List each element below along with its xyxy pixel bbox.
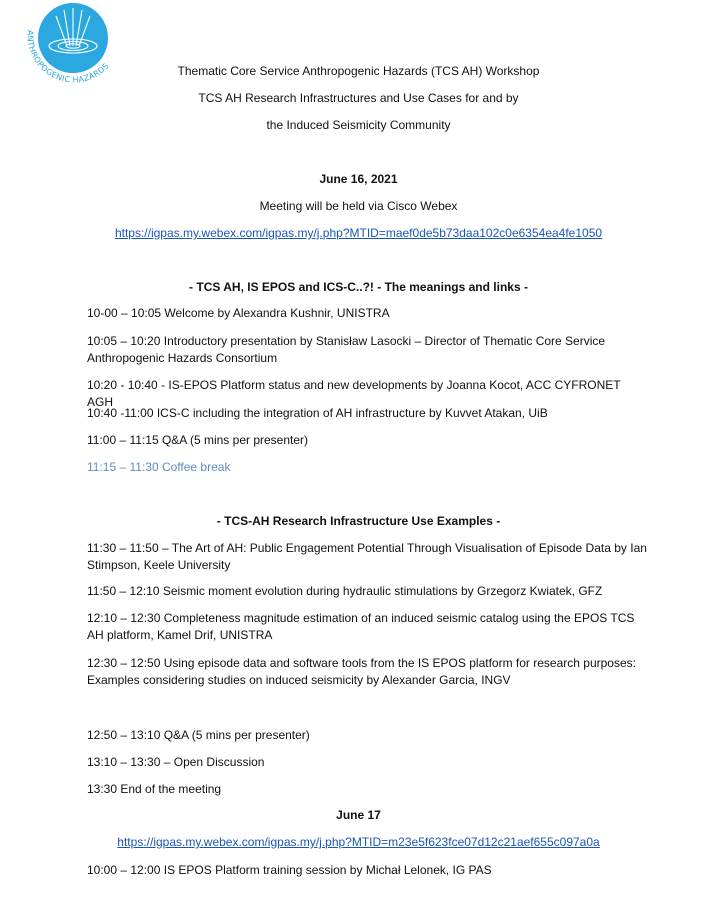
workshop-subtitle: TCS AH Research Infrastructures and Use Cases for and by <box>198 91 519 105</box>
agenda-item: 11:00 – 11:15 Q&A (5 mins per presenter) <box>87 433 309 447</box>
agenda-item: 10:00 – 12:00 IS EPOS Platform training session by Michał Lelonek, IG PAS <box>87 863 492 877</box>
section2-title: - TCS-AH Research Infrastructure Use Examples - <box>216 514 501 528</box>
day2-date: June 17 <box>336 808 381 822</box>
agenda-item: 11:30 – 11:50 – The Art of AH: Public Engagement Potential Through Visualisation of Episode Data by Ian Stimpson, Keele University <box>87 541 647 572</box>
agenda-item: 10-00 – 10:05 Welcome by Alexandra Kushnir, UNISTRA <box>87 306 390 320</box>
day1-webex-link[interactable]: https://igpas.my.webex.com/igpas.my/j.php?MTID=maef0de5b73daa102c0e6354ea4fe1050 <box>114 226 603 240</box>
anthropogenic-hazards-logo <box>20 2 128 94</box>
workshop-subtitle-2: the Induced Seismicity Community <box>266 118 451 132</box>
agenda-item: 13:30 End of the meeting <box>87 782 222 796</box>
logo-text: ANTHROPOGENIC HAZARDS <box>25 29 111 85</box>
coffee-break-item: 11:15 – 11:30 Coffee break <box>87 460 231 474</box>
agenda-item: 12:50 – 13:10 Q&A (5 mins per presenter) <box>87 728 310 742</box>
agenda-item: 12:30 – 12:50 Using episode data and software tools from the IS EPOS platform for research purposes: Examples considering studies on induced seismicity by Alexander Garcia, INGV <box>87 656 636 687</box>
agenda-item: 10:20 - 10:40 - IS-EPOS Platform status and new developments by Joanna Kocot, ACC CYFRONET AGH <box>87 378 621 409</box>
day1-date: June 16, 2021 <box>319 172 398 186</box>
agenda-item: 12:10 – 12:30 Completeness magnitude estimation of an induced seismic catalog using the EPOS TCS AH platform, Kamel Drif, UNISTRA <box>87 611 635 642</box>
agenda-item: 13:10 – 13:30 – Open Discussion <box>87 755 265 769</box>
day1-venue: Meeting will be held via Cisco Webex <box>259 199 458 213</box>
agenda-item: 10:05 – 10:20 Introductory presentation by Stanisław Lasocki – Director of Thematic Core Service Anthropogenic Hazards Consortium <box>87 334 606 365</box>
day2-webex-link[interactable]: https://igpas.my.webex.com/igpas.my/j.php?MTID=m23e5f623fce07d12c21aef655c097a0a <box>117 835 600 849</box>
agenda-item: 10:40 -11:00 ICS-C including the integration of AH infrastructure by Kuvvet Atakan, UiB <box>87 406 548 420</box>
agenda-item: 11:50 – 12:10 Seismic moment evolution during hydraulic stimulations by Grzegorz Kwiatek, GFZ <box>87 584 603 598</box>
workshop-title: Thematic Core Service Anthropogenic Hazards (TCS AH) Workshop <box>177 64 540 78</box>
section1-title: - TCS AH, IS EPOS and ICS-C..?! - The meanings and links - <box>189 280 528 294</box>
